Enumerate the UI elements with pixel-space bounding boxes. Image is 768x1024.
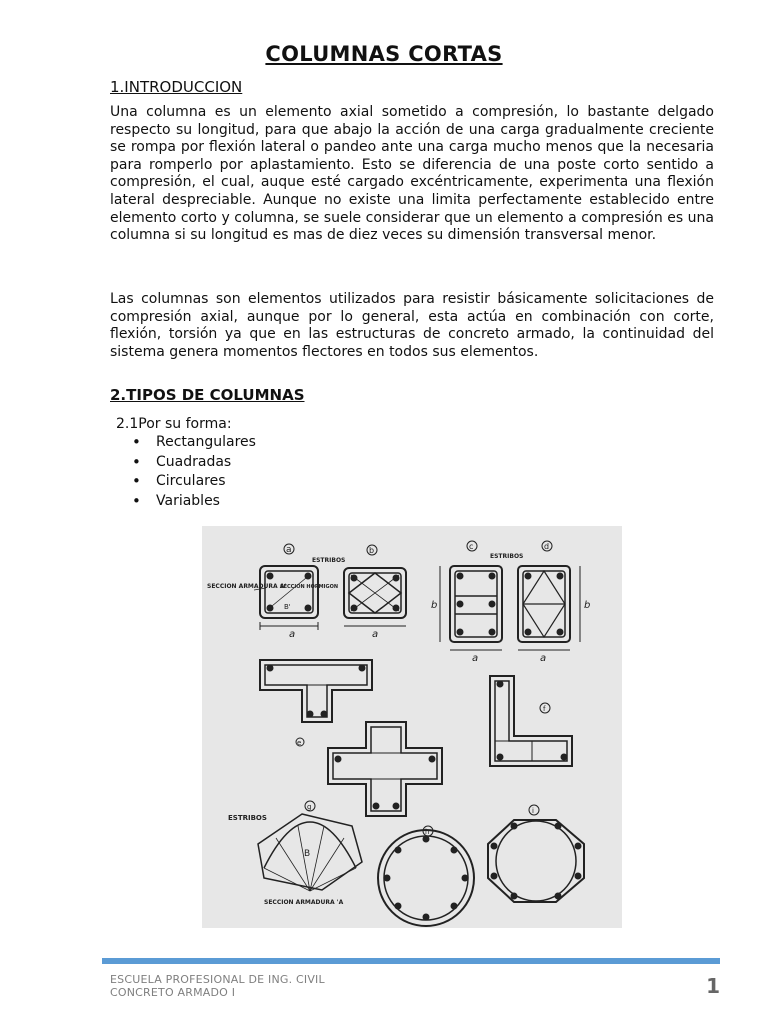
dim-a-label: a — [472, 653, 479, 664]
list-item: • Cuadradas — [132, 453, 256, 473]
page-number: 1 — [706, 974, 720, 998]
column-sections-drawing — [202, 526, 622, 928]
label-seccion-armadura: SECCION ARMADURA A' — [207, 583, 287, 590]
dim-a-label: a — [540, 653, 547, 664]
list-item: • Variables — [132, 492, 256, 512]
section-d-rectangular — [518, 541, 590, 664]
figure-label-d: d — [544, 542, 550, 551]
paragraph-introduccion-1: Una columna es un elemento axial sometido a compresión, lo bastante delgado respecto su longitud, para que abajo la acción de una carga gradualmente creciente se rompa por flexión lateral o pandeo ante una carga mucho menos que la necesaria para romperlo por aplastamiento. Esto se diferencia de una poste corto sentido a compresión, el cual, auque esté cargado excéntricamente, experimenta una flexión lateral despreciable. Aunque no existe una limita perfectamente establecido entre elemento corto y columna, se suele considerar que un elemento a compresión es una columna si su longitud es mas de diez veces su dimensión transversal menor. — [110, 104, 714, 244]
subheading-por-su-forma: 2.1Por su forma: — [116, 416, 232, 432]
document-title: COLUMNAS CORTAS — [265, 42, 503, 66]
figure-label-i: i — [532, 807, 534, 815]
section-h-circular — [378, 826, 474, 926]
paragraph-introduccion-2: Las columnas son elementos utilizados para resistir básicamente solicitaciones de compresión axial, aunque por lo general, esta actúa en combinación con corte, flexión, torsión ya que en las estructuras de concreto armado, la continuidad del sistema genera momentos flectores en todos sus elementos. — [110, 291, 714, 360]
section-i-octagonal — [488, 805, 584, 902]
figure-label-g: g — [307, 803, 312, 811]
section-heading-introduccion: 1.INTRODUCCION — [110, 78, 243, 96]
footer-divider — [102, 958, 720, 964]
list-item: • Circulares — [132, 472, 256, 492]
dim-b-label: b — [584, 600, 591, 611]
column-type-list — [132, 433, 256, 511]
label-b-prime: B' — [284, 603, 291, 611]
label-big-b: B — [304, 849, 311, 859]
section-cross-shape — [296, 722, 442, 816]
label-seccion-hormigon: SECCION HORMIGON — [280, 584, 339, 590]
section-b-square — [312, 545, 406, 640]
label-estribos-right: ESTRIBOS — [490, 553, 524, 560]
section-c-rectangular — [431, 541, 523, 664]
figure-label-c: c — [469, 542, 474, 551]
dim-a-label: a — [289, 629, 296, 640]
section-l-shape — [490, 676, 572, 766]
column-sections-figure — [202, 526, 622, 928]
figure-label-h: h — [425, 828, 430, 836]
section-t-shape — [260, 660, 372, 722]
figure-label-f: f — [543, 705, 546, 713]
section-g-polygon — [228, 801, 362, 906]
label-estribos-top: ESTRIBOS — [312, 557, 346, 564]
footer-course: CONCRETO ARMADO I — [110, 986, 236, 999]
section-heading-tipos: 2.TIPOS DE COLUMNAS — [110, 386, 305, 404]
figure-label-b: b — [369, 546, 375, 555]
figure-label-e: e — [297, 739, 302, 747]
dim-a-label: a — [372, 629, 379, 640]
label-estribos-bottom: ESTRIBOS — [228, 814, 267, 822]
list-item: • Rectangulares — [132, 433, 256, 453]
dim-b-label: b — [431, 600, 438, 611]
figure-label-a: a — [286, 545, 292, 555]
label-seccion-armadura-a: SECCION ARMADURA 'A — [264, 899, 344, 906]
footer-school: ESCUELA PROFESIONAL DE ING. CIVIL — [110, 973, 325, 986]
